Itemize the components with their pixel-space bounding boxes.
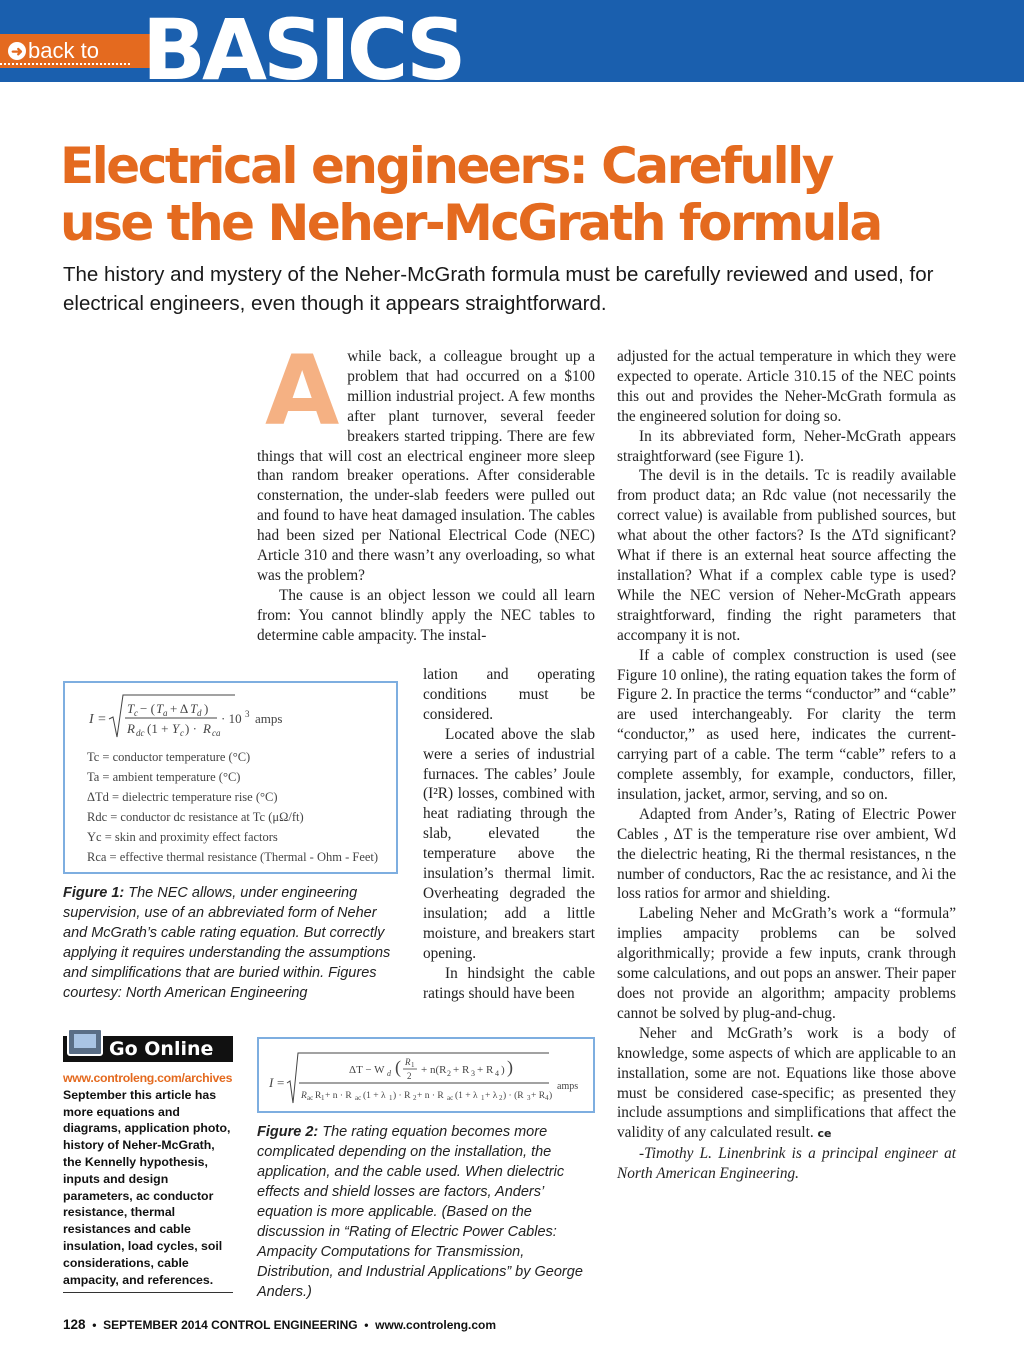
svg-text:R: R <box>315 1091 322 1101</box>
author-byline: -Timothy L. Linenbrink is a principal engineer at North American Engineering. <box>617 1145 956 1183</box>
body-paragraph-text: Neher and McGrath’s work is a body of knowledge, some aspects of which are applicable to an installation, some are not. Equations like those above must be considered case-specific; as presented they include assumptions and simplifications that affect the validity of any calculated result. <box>617 1024 956 1142</box>
body-paragraph: The cause is an object lesson we could all learn from: You cannot blindly apply the NEC tables to determine cable ampacity. The instal- <box>257 586 595 644</box>
svg-text:+ R: + R <box>453 1064 470 1076</box>
svg-text:) ·: ) · <box>185 721 197 736</box>
svg-text:Y: Y <box>172 721 180 736</box>
body-paragraph: while back, a colleague brought up a problem that had occurred on a $100 million industrial project. A few months after plant turnover, several feeder breakers started tripping. There are few things that will cost an electrical engineer more sleep than random breaker operations. After considerable consternation, the under-slab feeders were pulled out and found to have heat damaged insulation. The cables had been sized per National Electrical Code (NEC) Article 310 and there wasn’t any overloading, so what was the problem? <box>257 348 595 584</box>
svg-text:ac: ac <box>355 1094 362 1102</box>
svg-text:) · R: ) · R <box>393 1091 411 1101</box>
sidebar-text <box>63 1070 233 1288</box>
body-paragraph: The devil is in the details. Tc is readily available from product data; an Rdc value (not necessarily the correct value) is available from published sources, but what about the other factors? Is the ΔTd significant? What if there is an external heat source affecting the installation? What if a complex cable type is used? While the NEC version of Neher-McGrath appears straightforward, finding the right parameters that accompany it is not. <box>617 467 956 644</box>
svg-text:+ n(R: + n(R <box>421 1064 447 1076</box>
svg-text:1: 1 <box>481 1094 485 1102</box>
body-paragraph: In its abbreviated form, Neher-McGrath appears straightforward (see Figure 1). <box>617 427 956 465</box>
svg-text:4: 4 <box>545 1094 549 1102</box>
drop-cap: A <box>265 335 340 447</box>
svg-text:2: 2 <box>499 1094 503 1102</box>
svg-text:3: 3 <box>245 709 250 719</box>
svg-text:+ R: + R <box>531 1091 546 1101</box>
deck: The history and mystery of the Neher-McGrath formula must be carefully reviewed and used, for electrical engineers, even though it appears straightforward. <box>63 263 934 315</box>
svg-text:(1 +: (1 + <box>147 721 169 736</box>
headline <box>60 138 1000 252</box>
dotted-underline <box>0 63 130 65</box>
body-paragraph: If a cable of complex construction is used (see Figure 10 online), the rating equation takes the form of Figure 2. In practice the terms “conductor” and “cable” are used interchangeably. For clarity the term “conductor,” as used here, indicates the current-carrying part of a cable. The term “cable” refers to a complete assembly, for example, conductors, filler, insulation, jacket, armor, serving, and so on. <box>617 646 956 803</box>
svg-text:=: = <box>98 712 106 727</box>
svg-text:+ n · R: + n · R <box>417 1091 444 1101</box>
definition-item: Tc = conductor temperature (°C) <box>87 750 251 764</box>
definition-item: Yc = skin and proximity effect factors <box>87 830 278 844</box>
svg-text:T: T <box>190 701 198 716</box>
svg-text:(: ( <box>395 1057 401 1077</box>
definition-item: ΔTd = dielectric temperature rise (°C) <box>87 790 278 804</box>
issue-label: SEPTEMBER 2014 CONTROL ENGINEERING <box>103 1318 358 1332</box>
svg-text:I: I <box>269 1075 274 1090</box>
bullet-separator: • <box>360 1318 372 1332</box>
svg-text:): ) <box>501 1064 505 1076</box>
svg-text:2: 2 <box>413 1094 417 1102</box>
figure-2-box <box>257 1037 595 1113</box>
body-paragraph <box>617 1024 956 1144</box>
site-link[interactable]: www.controleng.com <box>375 1318 497 1332</box>
definition-item: Rdc = conductor dc resistance at Tc (μΩ/ft) <box>87 810 304 824</box>
figure-1-caption-label: Figure 1: <box>63 885 125 901</box>
svg-text:ca: ca <box>212 728 221 738</box>
page-footer <box>63 1317 496 1332</box>
body-paragraph: adjusted for the actual temperature in which they were expected to operate. Article 310.15 of the NEC points this out and provides the Neher-McGrath formula as the engineered solution for doing so. <box>617 348 956 425</box>
svg-text:3: 3 <box>527 1094 531 1102</box>
figure-1-formula <box>65 687 396 747</box>
svg-text:(1 + λ: (1 + λ <box>455 1091 478 1101</box>
article-column-2 <box>423 665 595 1003</box>
svg-text:ΔT − W: ΔT − W <box>349 1064 385 1076</box>
go-online-label: Go Online <box>109 1038 214 1060</box>
svg-text:+ Δ: + Δ <box>170 701 189 716</box>
headline-line-1: Electrical engineers: Carefully <box>60 137 832 195</box>
arrow-left-icon: ➜ <box>8 42 26 60</box>
svg-text:): ) <box>204 701 209 716</box>
definition-item: Rca = effective thermal resistance (Thermal - Ohm - Feet) <box>87 850 379 864</box>
body-paragraph: Located above the slab were a series of industrial furnaces. The cables’ Joule (I²R) losses, combined with heat radiating through the slab, elevated the temperature above the insulation’s thermal limit. Overheating degraded the insulation; add a little moisture, and breakers start opening. <box>423 725 595 962</box>
figure-1-caption <box>63 883 393 1003</box>
svg-text:R: R <box>203 721 211 736</box>
body-paragraph: lation and operating conditions must be considered. <box>423 666 595 723</box>
body-paragraph: In hindsight the cable ratings should have been <box>423 964 595 1002</box>
figure-2-units: amps <box>557 1081 579 1092</box>
figure-2-caption <box>257 1122 592 1302</box>
figure-2-caption-text: The rating equation becomes more complicated depending on the installation, the application, and the cable used. When dielectric effects and shield losses are factors, Anders’ equation is more applicable. (Based on the discussion in “Rating of Electric Power Cables: Ampacity Computations for Transmission, Distribution, and Industrial Applications” by George Anders.) <box>257 1124 583 1300</box>
figure-1-box <box>63 681 398 874</box>
svg-text:2: 2 <box>407 1071 412 1081</box>
svg-text:ac: ac <box>307 1094 314 1102</box>
article-column-3 <box>617 347 956 1184</box>
headline-line-2: use the Neher-McGrath formula <box>60 194 881 252</box>
archives-link[interactable]: www.controleng.com/archives <box>63 1071 233 1085</box>
figure-1-definitions <box>87 747 392 867</box>
article-column-1 <box>257 335 595 646</box>
svg-text:c: c <box>134 708 138 718</box>
sidebar-description: September this article has more equations and diagrams, application photo, history of Neher-McGrath, the Kennelly hypothesis, inputs and design parameters, ac conductor resistance, thermal resistances and cable insulation, load cycles, soil considerations, cable ampacity, and references. <box>63 1087 231 1287</box>
svg-text:R: R <box>127 721 135 736</box>
svg-text:2: 2 <box>447 1069 451 1078</box>
back-to-label: back to <box>28 38 99 63</box>
svg-text:R: R <box>405 1057 411 1067</box>
page-number: 128 <box>63 1317 86 1332</box>
svg-text:1: 1 <box>389 1094 393 1102</box>
figure-1-caption-text: The NEC allows, under engineering supervision, use of an abbreviated form of Neher and McGrath’s cable rating equation. But correctly applying it requires understanding the assumptions and simplifications that are buried within. Figures courtesy: North American Engineering <box>63 885 391 1001</box>
bullet-separator: • <box>88 1318 100 1332</box>
body-paragraph: Labeling Neher and McGrath’s work a “formula” implies ampacity problems can be solved algorithmically; provide a few inputs, crank through some calculations, and out pops an answer. Their paper does not provide an algorithm; ampacity problems cannot be solved by plug-and-chug. <box>617 905 956 1022</box>
figure-2-caption-label: Figure 2: <box>257 1124 319 1140</box>
svg-text:R: R <box>301 1091 307 1101</box>
figure-1-units: amps <box>255 711 283 726</box>
svg-text:dc: dc <box>136 728 145 738</box>
svg-text:(1 + λ: (1 + λ <box>363 1091 386 1101</box>
section-label: BASICS <box>142 1 463 99</box>
computer-monitor-icon <box>67 1028 103 1056</box>
svg-text:+ λ: + λ <box>485 1091 498 1101</box>
svg-text:a: a <box>163 708 168 718</box>
svg-text:d: d <box>387 1069 391 1078</box>
definition-item: Ta = ambient temperature (°C) <box>87 770 241 784</box>
svg-text:4: 4 <box>495 1069 499 1078</box>
body-paragraph: Adapted from Ander’s, Rating of Electric Power Cables , ΔT is the temperature rise over ambient, Wd the dielectric heating, Ri the thermal resistances, n the number of conductors, Rac the ac resistance, and λi the loss ratios for armor and shielding. <box>617 805 956 903</box>
end-mark: ce <box>817 1127 832 1141</box>
svg-text:+ R: + R <box>477 1064 494 1076</box>
svg-text:) · (R: ) · (R <box>503 1091 524 1101</box>
svg-text:I: I <box>89 712 94 727</box>
svg-text:ac: ac <box>447 1094 454 1102</box>
svg-text:c: c <box>180 728 184 738</box>
svg-text:T: T <box>156 701 164 716</box>
svg-text:− (: − ( <box>140 701 155 716</box>
svg-text:d: d <box>197 708 202 718</box>
svg-text:1: 1 <box>411 1061 415 1069</box>
svg-text:1: 1 <box>321 1094 325 1102</box>
svg-text:+ n · R: + n · R <box>325 1091 352 1101</box>
sidebar-divider <box>63 1292 233 1293</box>
svg-text:): ) <box>549 1091 553 1101</box>
svg-text:3: 3 <box>471 1069 475 1078</box>
svg-text:): ) <box>507 1057 513 1077</box>
svg-text:· 10: · 10 <box>221 711 242 726</box>
back-to-button[interactable] <box>0 34 150 68</box>
svg-text:T: T <box>127 701 135 716</box>
go-online-banner <box>63 1036 233 1062</box>
figure-2-formula <box>259 1039 593 1111</box>
svg-text:=: = <box>277 1075 285 1090</box>
